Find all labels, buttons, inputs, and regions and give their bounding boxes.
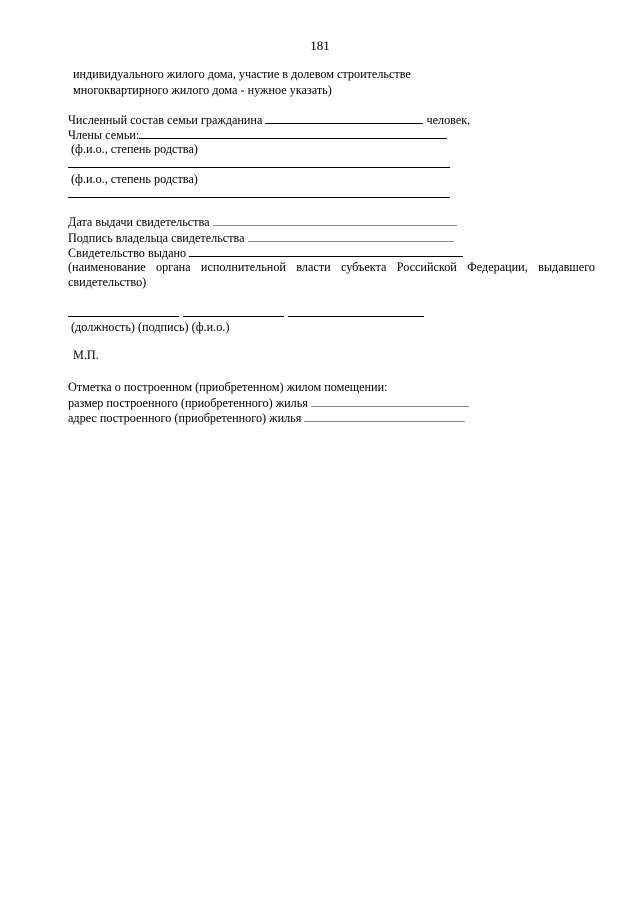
issued-by-row xyxy=(68,245,463,261)
issued-by-label: Свидетельство выдано xyxy=(68,246,187,260)
issuer-hint-line-2: свидетельство) xyxy=(68,275,147,289)
housing-size-field[interactable] xyxy=(311,395,469,407)
member-hint-2: (ф.и.о., степень родства) xyxy=(71,172,198,186)
housing-address-field[interactable] xyxy=(304,410,465,422)
family-count-row xyxy=(68,112,470,128)
intro-line-2: многоквартирного жилого дома - нужное указать) xyxy=(73,83,332,97)
family-count-field[interactable] xyxy=(265,112,423,124)
family-members-field[interactable] xyxy=(139,127,447,139)
issue-date-row xyxy=(68,214,457,230)
owner-signature-label: Подпись владельца свидетельства xyxy=(68,231,245,245)
issue-date-field[interactable] xyxy=(213,214,457,226)
member-line-1[interactable] xyxy=(68,167,450,168)
family-count-suffix: человек, xyxy=(426,113,471,127)
housing-heading: Отметка о построенном (приобретенном) жилом помещении: xyxy=(68,380,388,394)
housing-address-label: адрес построенного (приобретенного) жилья xyxy=(68,411,302,425)
stamp-mark: М.П. xyxy=(73,348,99,362)
signature-line[interactable] xyxy=(183,316,284,317)
intro-line-1: индивидуального жилого дома, участие в долевом строительстве xyxy=(73,67,411,81)
issued-by-field[interactable] xyxy=(189,245,463,257)
page-number: 181 xyxy=(310,38,330,53)
issuer-hint-line-1: (наименование органа исполнительной власти субъекта Российской Федерации, выдавшего xyxy=(68,260,595,274)
family-members-label: Члены семьи: xyxy=(68,128,140,142)
housing-size-row xyxy=(68,395,469,411)
member-hint-1: (ф.и.о., степень родства) xyxy=(71,142,198,156)
position-line[interactable] xyxy=(68,316,179,317)
family-members-row xyxy=(68,127,447,143)
signature-hint: (должность) (подпись) (ф.и.о.) xyxy=(71,320,230,334)
full-name-line[interactable] xyxy=(288,316,424,317)
family-count-label: Численный состав семьи гражданина xyxy=(68,113,263,127)
owner-signature-row xyxy=(68,230,454,246)
housing-size-label: размер построенного (приобретенного) жилья xyxy=(68,396,308,410)
issue-date-label: Дата выдачи свидетельства xyxy=(68,215,210,229)
owner-signature-field[interactable] xyxy=(248,230,454,242)
member-line-2[interactable] xyxy=(68,197,450,198)
housing-address-row xyxy=(68,410,465,426)
